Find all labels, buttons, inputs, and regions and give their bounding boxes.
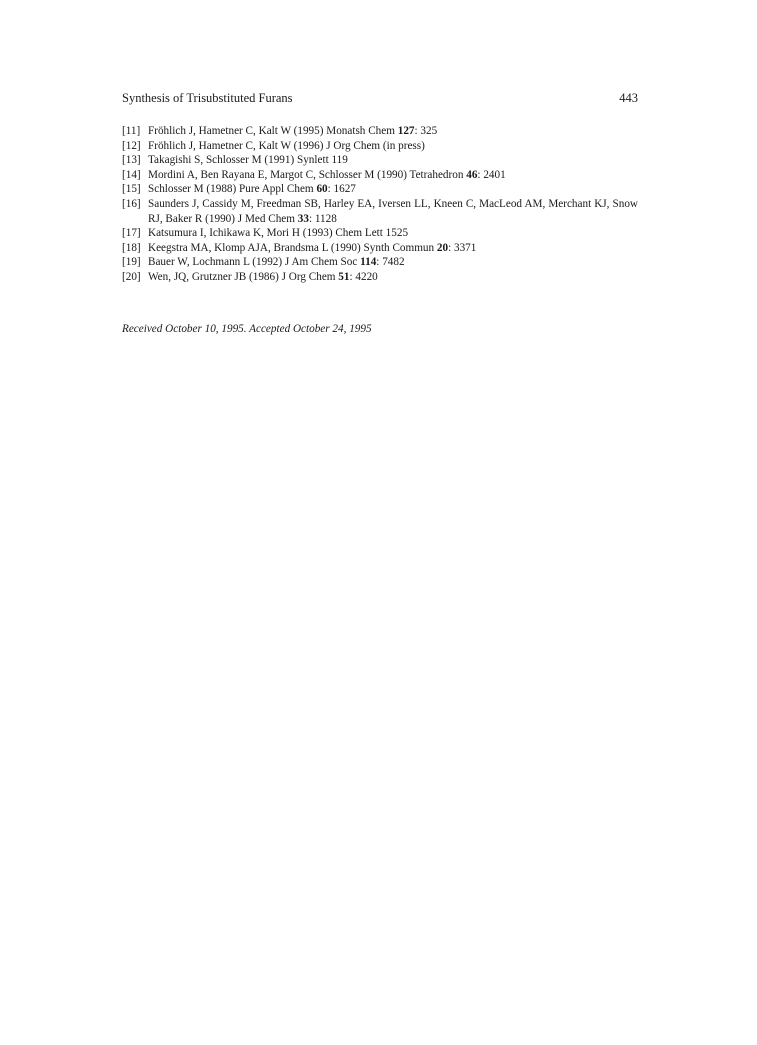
reference-volume: 20 — [436, 241, 449, 254]
reference-text — [148, 255, 638, 270]
running-head-title: Synthesis of Trisubstituted Furans — [122, 91, 293, 105]
reference-number: [12] — [122, 139, 141, 152]
reference-text — [148, 124, 638, 139]
reference-pages: : 1627 — [327, 183, 356, 196]
reference-item — [122, 153, 638, 168]
reference-item — [122, 182, 638, 197]
reference-number: [14] — [122, 168, 141, 181]
reference-volume: 60 — [316, 183, 328, 196]
reference-citation: Takagishi S, Schlosser M (1991) Synlett 119 — [148, 154, 348, 167]
reference-pages: : 4220 — [349, 270, 378, 283]
reference-volume: 51 — [338, 270, 350, 283]
reference-item — [122, 168, 638, 183]
reference-number: [15] — [122, 183, 141, 196]
reference-volume: 127 — [397, 125, 415, 137]
running-head — [122, 90, 638, 106]
reference-citation: Fröhlich J, Hametner C, Kalt W (1996) J Org Chem (in press) — [148, 139, 425, 152]
received-accepted-note: Received October 10, 1995. Accepted October 24, 1995 — [122, 323, 372, 335]
reference-text — [148, 139, 638, 154]
reference-text — [148, 168, 638, 183]
reference-number: [13] — [122, 154, 141, 167]
reference-pages: : 1128 — [308, 212, 337, 225]
reference-pages: : 2401 — [477, 168, 506, 181]
reference-citation: Katsumura I, Ichikawa K, Mori H (1993) Chem Lett 1525 — [148, 227, 409, 240]
reference-item — [122, 241, 638, 256]
reference-text — [148, 153, 638, 168]
reference-volume: 114 — [360, 256, 377, 269]
reference-item — [122, 270, 638, 285]
reference-item — [122, 197, 638, 226]
reference-number: [18] — [122, 241, 141, 254]
reference-citation: Mordini A, Ben Rayana E, Margot C, Schlosser M (1990) Tetrahedron — [148, 168, 467, 181]
page-number: 443 — [619, 91, 638, 105]
reference-text — [148, 226, 638, 241]
journal-page — [122, 0, 638, 1045]
reference-number: [17] — [122, 227, 141, 240]
reference-item — [122, 139, 638, 154]
reference-citation: Schlosser M (1988) Pure Appl Chem — [148, 183, 317, 196]
reference-text — [148, 241, 638, 256]
reference-number: [20] — [122, 270, 141, 283]
reference-pages: : 7482 — [376, 256, 405, 269]
reference-citation: Saunders J, Cassidy M, Freedman SB, Harley EA, Iversen LL, Kneen C, MacLeod AM, Merchant KJ, Snow RJ, Baker R (1990) J Med Chem — [148, 197, 638, 225]
reference-number: [19] — [122, 256, 141, 269]
reference-number: [11] — [122, 125, 141, 137]
reference-list — [122, 124, 638, 285]
reference-item — [122, 226, 638, 241]
reference-pages: : 3371 — [448, 241, 477, 254]
reference-text — [148, 182, 638, 197]
reference-pages: : 325 — [414, 125, 438, 137]
reference-citation: Fröhlich J, Hametner C, Kalt W (1995) Monatsh Chem — [148, 125, 398, 137]
reference-number: [16] — [122, 197, 141, 210]
reference-text — [148, 197, 638, 226]
reference-volume: 33 — [297, 212, 309, 225]
reference-item — [122, 124, 638, 139]
reference-text — [148, 270, 638, 285]
reference-citation: Keegstra MA, Klomp AJA, Brandsma L (1990) Synth Commun — [148, 241, 437, 254]
reference-item — [122, 255, 638, 270]
reference-citation: Bauer W, Lochmann L (1992) J Am Chem Soc — [148, 256, 361, 269]
reference-volume: 46 — [466, 168, 478, 181]
reference-citation: Wen, JQ, Grutzner JB (1986) J Org Chem — [148, 270, 339, 283]
